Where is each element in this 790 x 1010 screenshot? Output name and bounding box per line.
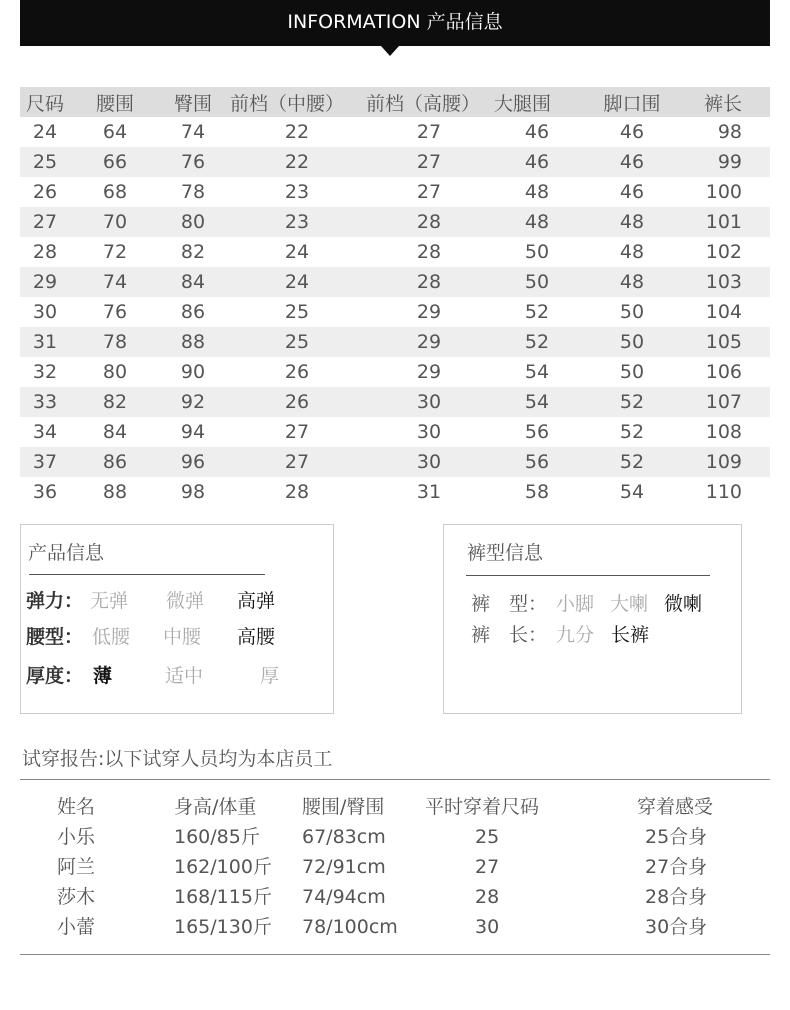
table-cell: 25: [32, 151, 58, 173]
table-cell: 50: [619, 301, 645, 323]
table-cell: 23: [284, 181, 310, 203]
table-cell: 92: [180, 391, 206, 413]
table-row: [20, 267, 770, 297]
table-cell: 90: [180, 361, 206, 383]
table-cell: 24: [284, 241, 310, 263]
table-cell: 28: [416, 271, 442, 293]
col-header-name: 姓名: [57, 796, 96, 818]
pant-type-option: 小脚: [556, 593, 595, 615]
table-cell: 26: [284, 391, 310, 413]
table-row: [20, 237, 770, 267]
table-cell: 67/83cm: [302, 826, 386, 848]
table-cell: 28: [416, 211, 442, 233]
col-header-waist: 腰围: [95, 92, 134, 115]
table-cell: 109: [705, 451, 742, 473]
table-cell: 48: [619, 211, 645, 233]
table-cell: 52: [524, 331, 550, 353]
table-cell: 82: [180, 241, 206, 263]
table-cell: 31: [32, 331, 58, 353]
table-cell: 80: [180, 211, 206, 233]
table-row: [20, 177, 770, 207]
table-cell: 30合身: [645, 916, 708, 938]
table-cell: 31: [416, 481, 442, 503]
table-cell: 96: [180, 451, 206, 473]
table-cell: 34: [32, 421, 58, 443]
table-cell: 27: [32, 211, 58, 233]
table-cell: 98: [717, 121, 742, 143]
table-row: [20, 387, 770, 417]
table-row: [20, 327, 770, 357]
table-cell: 66: [102, 151, 128, 173]
table-cell: 46: [524, 151, 550, 173]
table-cell: 阿兰: [57, 856, 96, 878]
table-cell: 33: [32, 391, 58, 413]
size-table-header-row: [20, 87, 770, 117]
table-cell: 30: [416, 391, 442, 413]
table-row: [20, 477, 770, 507]
col-header-rise-high: 前档（高腰）: [366, 92, 481, 115]
col-header-length: 裤长: [703, 92, 742, 115]
table-cell: 27: [475, 856, 500, 878]
table-cell: 30: [416, 451, 442, 473]
table-cell: 76: [102, 301, 128, 323]
header-notch-icon: [381, 46, 399, 56]
table-cell: 27: [416, 181, 442, 203]
table-row: [20, 297, 770, 327]
table-row: [20, 147, 770, 177]
table-cell: 28合身: [645, 886, 708, 908]
col-header-leg-opening: 脚口围: [603, 92, 661, 115]
table-cell: 103: [705, 271, 742, 293]
table-cell: 27合身: [645, 856, 708, 878]
table-cell: 46: [619, 151, 645, 173]
table-row: [20, 852, 770, 882]
table-cell: 25: [284, 331, 310, 353]
elasticity-option: 微弹: [166, 590, 205, 612]
table-cell: 小蕾: [57, 916, 96, 938]
table-cell: 160/85斤: [174, 826, 260, 848]
table-cell: 29: [32, 271, 58, 293]
table-cell: 86: [180, 301, 206, 323]
table-row: [20, 357, 770, 387]
table-cell: 78: [180, 181, 206, 203]
table-cell: 72: [102, 241, 128, 263]
table-cell: 50: [524, 241, 550, 263]
table-cell: 26: [32, 181, 58, 203]
table-cell: 99: [717, 151, 742, 173]
table-cell: 36: [32, 481, 58, 503]
table-cell: 106: [705, 361, 742, 383]
pant-type-label: 裤 型：: [471, 593, 548, 615]
table-row: [20, 417, 770, 447]
table-cell: 28: [475, 886, 500, 908]
table-cell: 107: [705, 391, 742, 413]
table-cell: 88: [102, 481, 128, 503]
col-header-size: 尺码: [25, 92, 64, 115]
pant-length-option-selected: 长裤: [611, 624, 650, 646]
col-header-feeling: 穿着感受: [637, 796, 714, 818]
table-cell: 27: [284, 451, 310, 473]
table-cell: 165/130斤: [174, 916, 272, 938]
try-report-title: 试穿报告:以下试穿人员均为本店员工: [22, 748, 333, 770]
col-header-waist-hip: 腰围/臀围: [302, 796, 385, 818]
waist-option: 中腰: [163, 626, 202, 648]
table-cell: 48: [524, 211, 550, 233]
pant-length-option: 九分: [556, 624, 595, 646]
table-cell: 50: [619, 361, 645, 383]
table-cell: 74: [102, 271, 128, 293]
pant-length-label: 裤 长：: [471, 624, 548, 646]
table-cell: 52: [619, 451, 645, 473]
col-header-height-weight: 身高/体重: [174, 796, 257, 818]
table-cell: 32: [32, 361, 58, 383]
try-report-header-row: [20, 792, 770, 822]
table-cell: 30: [32, 301, 58, 323]
table-cell: 78: [102, 331, 128, 353]
table-cell: 28: [32, 241, 58, 263]
table-cell: 54: [524, 391, 550, 413]
table-cell: 24: [32, 121, 58, 143]
table-cell: 108: [705, 421, 742, 443]
table-cell: 101: [705, 211, 742, 233]
table-cell: 27: [416, 121, 442, 143]
table-cell: 162/100斤: [174, 856, 272, 878]
table-cell: 98: [180, 481, 206, 503]
table-cell: 27: [416, 151, 442, 173]
table-cell: 100: [705, 181, 742, 203]
try-report-table: [20, 792, 770, 942]
product-info-title: 产品信息: [28, 542, 105, 564]
table-cell: 22: [284, 121, 310, 143]
size-table: [20, 87, 770, 507]
table-cell: 56: [524, 421, 550, 443]
table-cell: 80: [102, 361, 128, 383]
table-cell: 29: [416, 331, 442, 353]
table-cell: 64: [102, 121, 128, 143]
thickness-option: 厚: [260, 665, 280, 687]
elasticity-label: 弹力：: [26, 590, 84, 612]
table-cell: 84: [102, 421, 128, 443]
table-cell: 94: [180, 421, 206, 443]
table-cell: 78/100cm: [302, 916, 398, 938]
table-cell: 52: [524, 301, 550, 323]
pants-info-title: 裤型信息: [467, 542, 544, 564]
table-cell: 30: [416, 421, 442, 443]
table-cell: 48: [524, 181, 550, 203]
table-row: [20, 882, 770, 912]
table-cell: 23: [284, 211, 310, 233]
table-cell: 56: [524, 451, 550, 473]
table-cell: 28: [416, 241, 442, 263]
divider: [29, 574, 265, 575]
col-header-hip: 臀围: [173, 92, 212, 115]
waist-option-selected: 高腰: [237, 626, 276, 648]
table-cell: 26: [284, 361, 310, 383]
table-cell: 小乐: [57, 826, 96, 848]
table-cell: 52: [619, 421, 645, 443]
product-info-box: [20, 524, 334, 714]
table-cell: 30: [475, 916, 500, 938]
table-cell: 54: [524, 361, 550, 383]
table-cell: 68: [102, 181, 128, 203]
table-cell: 70: [102, 211, 128, 233]
table-cell: 50: [524, 271, 550, 293]
table-cell: 88: [180, 331, 206, 353]
table-cell: 48: [619, 271, 645, 293]
table-cell: 48: [619, 241, 645, 263]
pant-type-option-selected: 微喇: [664, 593, 703, 615]
divider: [466, 575, 710, 576]
pants-info-box: [443, 524, 742, 714]
table-cell: 54: [619, 481, 645, 503]
elasticity-option: 无弹: [90, 590, 129, 612]
table-cell: 110: [705, 481, 742, 503]
thickness-option-selected: 薄: [93, 665, 113, 687]
table-cell: 74: [180, 121, 206, 143]
waist-option: 低腰: [92, 626, 131, 648]
table-cell: 84: [180, 271, 206, 293]
table-cell: 105: [705, 331, 742, 353]
table-cell: 52: [619, 391, 645, 413]
divider: [20, 779, 770, 780]
table-row: [20, 912, 770, 942]
col-header-thigh: 大腿围: [494, 92, 552, 115]
table-cell: 86: [102, 451, 128, 473]
table-cell: 46: [619, 181, 645, 203]
waist-label: 腰型：: [26, 626, 84, 648]
table-cell: 46: [524, 121, 550, 143]
table-row: [20, 207, 770, 237]
table-cell: 72/91cm: [302, 856, 386, 878]
table-cell: 25合身: [645, 826, 708, 848]
info-header: [20, 0, 770, 46]
table-cell: 76: [180, 151, 206, 173]
table-row: [20, 822, 770, 852]
thickness-label: 厚度：: [26, 665, 84, 687]
table-cell: 58: [524, 481, 550, 503]
divider: [20, 954, 770, 955]
table-cell: 24: [284, 271, 310, 293]
table-cell: 27: [284, 421, 310, 443]
table-row: [20, 447, 770, 477]
table-cell: 22: [284, 151, 310, 173]
elasticity-option-selected: 高弹: [237, 590, 276, 612]
table-cell: 25: [475, 826, 500, 848]
table-cell: 莎木: [57, 886, 96, 908]
table-cell: 50: [619, 331, 645, 353]
info-header-title: INFORMATION 产品信息: [287, 11, 503, 33]
table-cell: 102: [705, 241, 742, 263]
table-row: [20, 117, 770, 147]
table-cell: 25: [284, 301, 310, 323]
table-cell: 28: [284, 481, 310, 503]
table-cell: 46: [619, 121, 645, 143]
table-cell: 168/115斤: [174, 886, 272, 908]
col-header-rise-mid: 前档（中腰）: [230, 92, 345, 115]
table-cell: 104: [705, 301, 742, 323]
table-cell: 29: [416, 301, 442, 323]
table-cell: 37: [32, 451, 58, 473]
col-header-usual-size: 平时穿着尺码: [425, 796, 540, 818]
table-cell: 74/94cm: [302, 886, 386, 908]
thickness-option: 适中: [165, 665, 204, 687]
table-cell: 82: [102, 391, 128, 413]
pant-type-option: 大喇: [610, 593, 649, 615]
table-cell: 29: [416, 361, 442, 383]
